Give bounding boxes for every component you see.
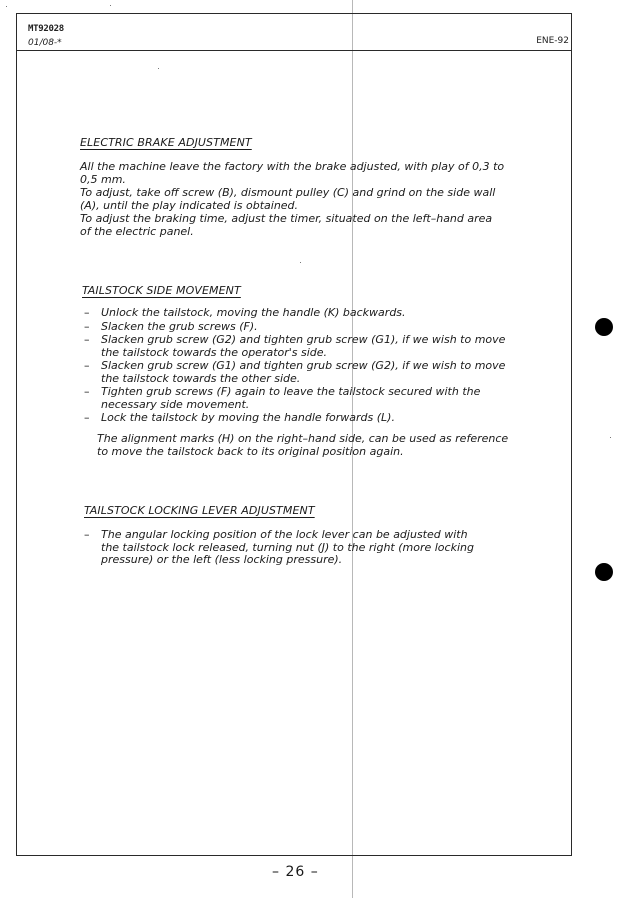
list-item [84,307,505,320]
text-line: To adjust the braking time, adjust the timer, situated on the left–hand area [80,212,493,225]
scan-speck [6,6,7,7]
text-line: Unlock the tailstock, moving the handle (K) backwards. [101,306,406,319]
text-line: Tighten grub screws (F) again to leave the tailstock secured with the [101,385,481,398]
electric-brake-paragraph [80,160,504,238]
text-line: the tailstock towards the other side. [101,371,301,385]
list-item [84,334,505,359]
text-line: Slacken the grub screws (F). [101,319,258,333]
scan-speck [610,437,611,438]
list-item [84,321,505,334]
text-line: (A), until the play indicated is obtained. [80,199,299,212]
list-item [84,360,505,385]
bullet-dash: – [84,385,90,398]
punch-hole [595,318,613,336]
bullet-dash: – [84,306,90,319]
section-title-tailstock-side-movement: TAILSTOCK SIDE MOVEMENT [82,284,241,297]
text-line: To adjust, take off screw (B), dismount pulley (C) and grind on the side wall [80,186,496,199]
page-number: – 26 – [272,864,319,880]
list-item [84,412,505,425]
punch-hole [595,563,613,581]
text-line: Lock the tailstock by moving the handle forwards (L). [101,411,395,424]
header-divider [16,50,572,51]
locking-lever-steps [84,529,474,568]
bullet-dash: – [84,319,90,333]
text-line: the tailstock towards the operator's side. [101,345,328,359]
scan-speck [110,5,111,6]
text-line: of the electric panel. [80,225,194,238]
bullet-dash: – [84,411,90,424]
bullet-dash: – [84,528,90,541]
document-reference: ENE-92 [536,36,569,46]
section-title-electric-brake: ELECTRIC BRAKE ADJUSTMENT [80,136,252,149]
document-date: 01/08-* [28,38,62,48]
document-code: MT92028 [28,24,64,34]
text-line: pressure) or the left (less locking pressure). [101,553,343,566]
list-item [84,529,474,567]
text-line: Slacken grub screw (G2) and tighten grub screw (G1), if we wish to move [101,333,506,346]
text-line: Slacken grub screw (G1) and tighten grub screw (G2), if we wish to move [101,359,506,372]
text-line: All the machine leave the factory with the brake adjusted, with play of 0,3 to [80,160,505,173]
section-title-locking-lever: TAILSTOCK LOCKING LEVER ADJUSTMENT [84,504,315,517]
bullet-dash: – [84,359,90,372]
text-line: The alignment marks (H) on the right–hand side, can be used as reference [97,432,509,445]
text-line: The angular locking position of the lock lever can be adjusted with [101,528,468,541]
text-line: necessary side movement. [101,397,250,411]
text-line: to move the tailstock back to its original position again. [97,445,404,458]
bullet-dash: – [84,333,90,346]
tailstock-side-movement-steps [84,307,505,426]
list-item [84,386,505,411]
text-line: the tailstock lock released, turning nut (J) to the right (more locking [101,540,474,554]
alignment-note [97,432,508,458]
text-line: 0,5 mm. [80,173,126,186]
